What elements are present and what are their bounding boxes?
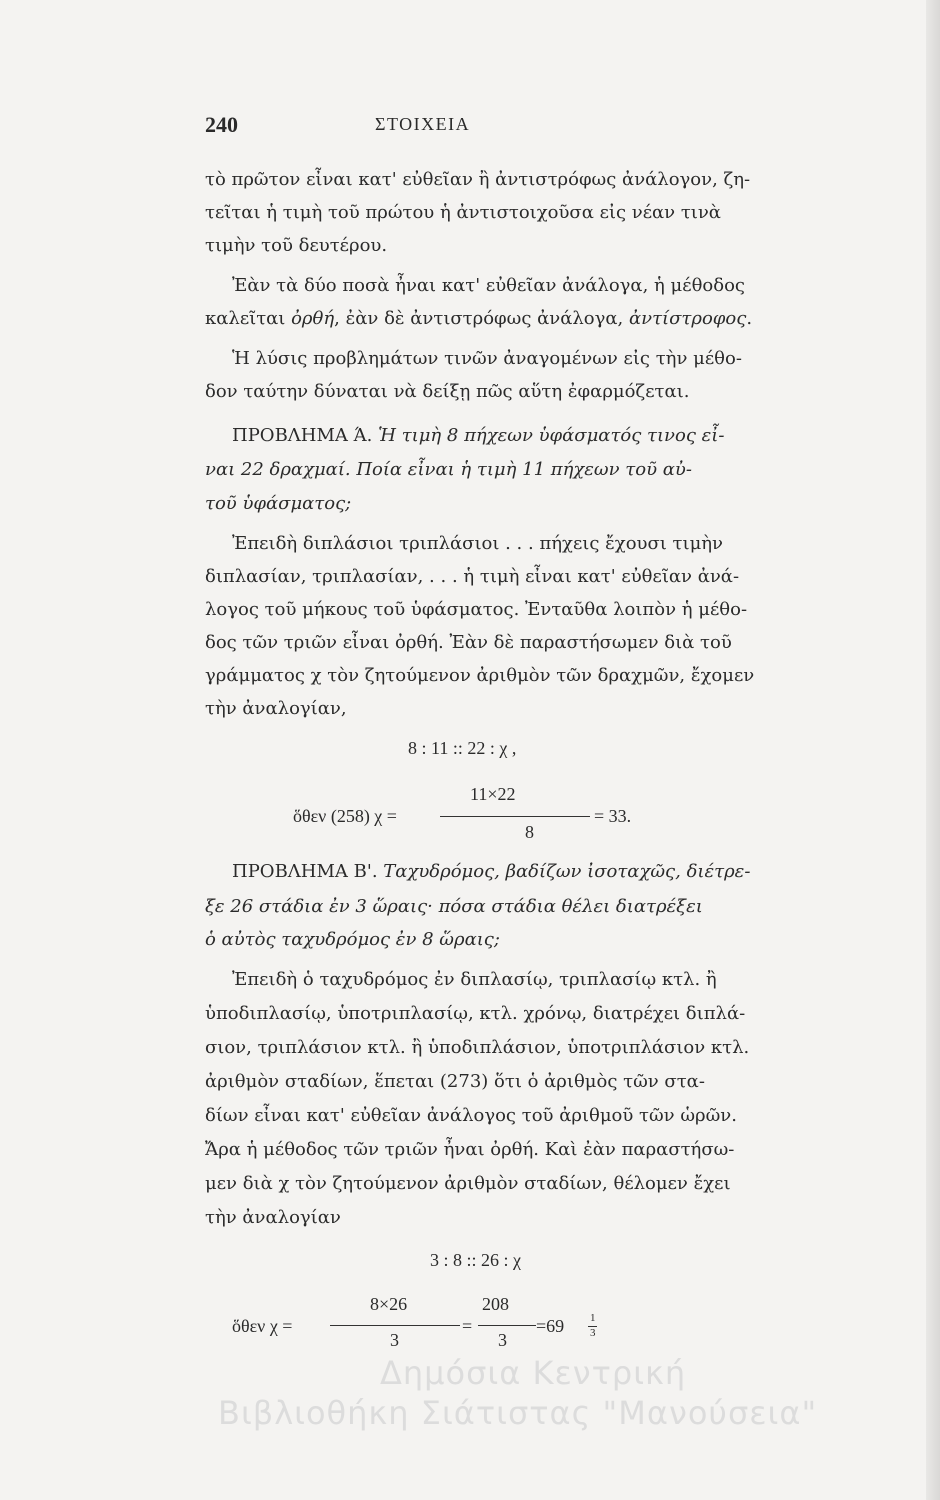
- fraction-numerator: 11×22: [470, 784, 516, 804]
- fraction-numerator: 8×26: [370, 1294, 408, 1314]
- problem-statement: Ἡ τιμὴ 8 πήχεων ὑφάσματός τινος εἶ-: [378, 425, 725, 446]
- text-line: τὸ πρῶτον εἶναι κατ' εὐθεῖαν ἢ ἀντιστρόφως ἀνάλογον, ζη-: [205, 169, 751, 190]
- problem-statement: Ταχυδρόμος, βαδίζων ἰσοταχῶς, διέτρε-: [383, 861, 751, 882]
- problem-heading-line: [232, 860, 750, 884]
- text-line: Ἡ λύσις προβλημάτων τινῶν ἀναγομένων εἰς τὴν μέθο-: [232, 348, 742, 369]
- text-line: σιον, τριπλάσιον κτλ. ἢ ὑποδιπλάσιον, ὑποτριπλάσιον κτλ.: [205, 1037, 750, 1058]
- problem-heading-line: [232, 424, 724, 448]
- fraction-denominator: 3: [390, 1330, 399, 1350]
- proportion-equation: 3 : 8 :: 26 : χ: [430, 1250, 521, 1270]
- text-line: τεῖται ἡ τιμὴ τοῦ πρώτου ἡ ἀντιστοιχοῦσα εἰς νέαν τινὰ: [205, 202, 721, 223]
- text-line: Ἐπειδὴ ὁ ταχυδρόμος ἐν διπλασίῳ, τριπλασίῳ κτλ. ἢ: [232, 969, 717, 990]
- small-fraction-numerator: 1: [590, 1312, 596, 1324]
- equation-prefix: ὅθεν (258) χ =: [293, 806, 397, 826]
- page-header: [205, 112, 740, 142]
- text-line: ἀριθμὸν σταδίων, ἕπεται (273) ὅτι ὁ ἀριθμὸς τῶν στα-: [205, 1071, 705, 1092]
- italic-term: ἀντίστροφος: [629, 308, 747, 329]
- running-head: ΣΤΟΙΧΕΙΑ: [375, 114, 471, 134]
- fraction-bar: [440, 816, 590, 817]
- library-watermark-line1: Δημόσια Κεντρική: [380, 1354, 687, 1392]
- text-line: τὴν ἀναλογίαν,: [205, 698, 347, 719]
- text-line: Ἄρα ἡ μέθοδος τῶν τριῶν ἦναι ὀρθή. Καὶ ἐὰν παραστήσω-: [205, 1139, 735, 1160]
- text-line: δίων εἶναι κατ' εὐθεῖαν ἀνάλογος τοῦ ἀριθμοῦ τῶν ὡρῶν.: [205, 1105, 737, 1126]
- text-line: δον ταύτην δύναται νὰ δείξῃ πῶς αὕτη ἐφαρμόζεται.: [205, 381, 690, 402]
- proportion-equation: 8 : 11 :: 22 : χ ,: [408, 738, 517, 758]
- text-line: καλεῖται ὀρθή, ἐὰν δὲ ἀντιστρόφως ἀνάλογα, ἀντίστροφος.: [205, 308, 753, 329]
- problem-statement: ξε 26 στάδια ἐν 3 ὥραις· πόσα στάδια θέλει διατρέξει: [205, 896, 703, 917]
- problem-statement: ναι 22 δραχμαί. Ποία εἶναι ἡ τιμὴ 11 πήχεων τοῦ αὐ-: [205, 459, 692, 480]
- small-fraction-denominator: 3: [590, 1327, 596, 1339]
- text-line: ὑποδιπλασίῳ, ὑποτριπλασίῳ, κτλ. χρόνῳ, διατρέχει διπλά-: [205, 1003, 746, 1024]
- equation-result: =69: [536, 1316, 565, 1336]
- fraction-denominator: 3: [498, 1330, 507, 1350]
- problem-label: ΠΡΟΒΛΗΜΑ Β'.: [232, 861, 378, 882]
- fraction-denominator: 8: [525, 822, 534, 842]
- text-line: διπλασίαν, τριπλασίαν, . . . ἡ τιμὴ εἶναι κατ' εὐθεῖαν ἀνά-: [205, 566, 740, 587]
- equation-prefix: ὅθεν χ =: [232, 1316, 293, 1336]
- italic-term: ὀρθή: [291, 308, 335, 329]
- problem-statement: ὁ αὐτὸς ταχυδρόμος ἐν 8 ὥραις;: [205, 929, 500, 950]
- text-line: Ἐὰν τὰ δύο ποσὰ ἦναι κατ' εὐθεῖαν ἀνάλογα, ἡ μέθοδος: [232, 275, 745, 296]
- problem-statement: τοῦ ὑφάσματος;: [205, 493, 352, 514]
- fraction-numerator: 208: [482, 1294, 509, 1314]
- fraction-bar: [478, 1325, 536, 1326]
- equation-result: = 33.: [594, 806, 632, 826]
- problem-label: ΠΡΟΒΛΗΜΑ Ά.: [232, 425, 373, 446]
- text-line: γράμματος χ τὸν ζητούμενον ἀριθμὸν τῶν δραχμῶν, ἔχομεν: [205, 665, 755, 686]
- text-line: τιμὴν τοῦ δευτέρου.: [205, 235, 388, 256]
- text-line: λογος τοῦ μήκους τοῦ ὑφάσματος. Ἐνταῦθα λοιπὸν ἡ μέθο-: [205, 599, 748, 620]
- page-number: 240: [205, 112, 238, 137]
- text-line: δος τῶν τριῶν εἶναι ὀρθή. Ἐὰν δὲ παραστήσωμεν διὰ τοῦ: [205, 632, 732, 653]
- equals-sign: =: [462, 1316, 473, 1336]
- fraction-bar: [330, 1325, 460, 1326]
- text-line: μεν διὰ χ τὸν ζητούμενον ἀριθμὸν σταδίων, θέλομεν ἔχει: [205, 1173, 731, 1194]
- library-watermark-line2: Βιβλιοθήκη Σιάτιστας "Μανούσεια": [218, 1394, 818, 1432]
- text-line: Ἐπειδὴ διπλάσιοι τριπλάσιοι . . . πήχεις ἔχουσι τιμὴν: [232, 533, 724, 554]
- scan-edge: [926, 0, 940, 1500]
- text-line: τὴν ἀναλογίαν: [205, 1207, 341, 1228]
